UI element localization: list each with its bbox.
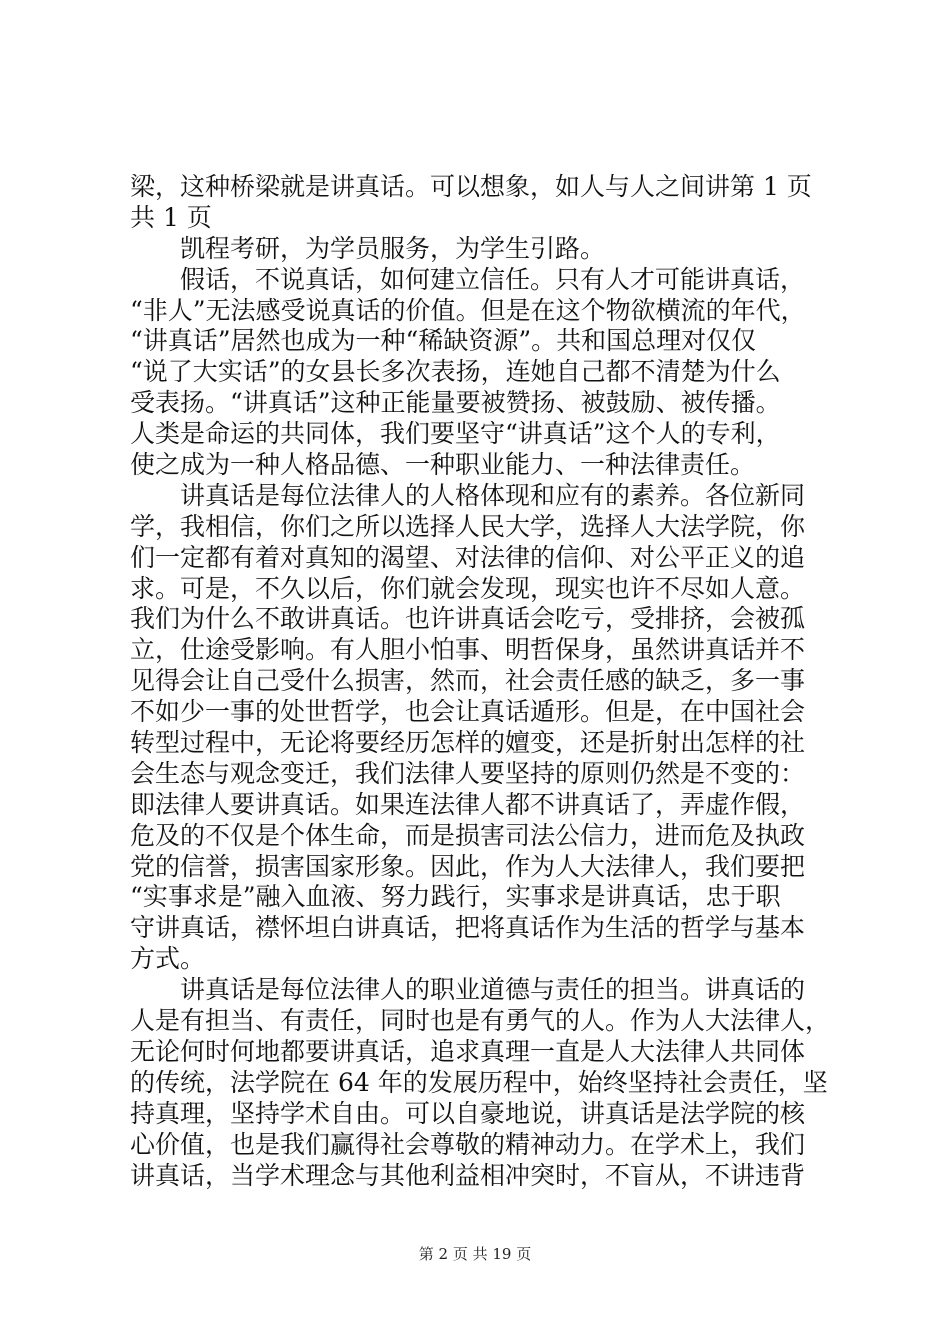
text-line: 们一定都有着对真知的渴望、对法律的信仰、对公平正义的追: [130, 542, 806, 572]
text-line: 持真理，坚持学术自由。可以自豪地说，讲真话是法学院的核: [130, 1098, 806, 1128]
text-line: 的传统，法学院在 64 年的发展历程中，始终坚持社会责任，坚: [130, 1067, 828, 1097]
text-line: 共 1 页: [130, 202, 212, 232]
text-line: 受表扬。“讲真话”这种正能量要被赞扬、被鼓励、被传播。: [130, 388, 781, 418]
text-line: 方式。: [130, 944, 206, 974]
document-body: [130, 172, 830, 1191]
paragraph-start-line: 凯程考研，为学员服务，为学生引路。: [180, 233, 606, 263]
text-line: 求。可是，不久以后，你们就会发现，现实也许不尽如人意。: [130, 573, 806, 603]
text-line: 人类是命运的共同体，我们要坚守“讲真话”这个人的专利，: [130, 419, 781, 449]
paragraph-start-line: 讲真话是每位法律人的人格体现和应有的素养。各位新同: [180, 480, 806, 510]
text-line: “非人”无法感受说真话的价值。但是在这个物欲横流的年代，: [130, 295, 806, 325]
text-line: 人是有担当、有责任，同时也是有勇气的人。作为人大法律人，: [130, 1006, 831, 1036]
text-line: 使之成为一种人格品德、一种职业能力、一种法律责任。: [130, 450, 756, 480]
text-line: 讲真话，当学术理念与其他利益相冲突时，不盲从，不讲违背: [130, 1160, 806, 1190]
text-line: “讲真话”居然也成为一种“稀缺资源”。共和国总理对仅仅: [130, 326, 757, 356]
text-line: 危及的不仅是个体生命，而是损害司法公信力，进而危及执政: [130, 820, 806, 850]
text-line: 见得会让自己受什么损害，然而，社会责任感的缺乏，多一事: [130, 666, 806, 696]
page-footer: 第 2 页 共 19 页: [418, 1245, 532, 1263]
text-line: 党的信誉，损害国家形象。因此，作为人大法律人，我们要把: [130, 851, 806, 881]
text-line: “说了大实话”的女县长多次表扬，连她自己都不清楚为什么: [130, 357, 781, 387]
text-line: 无论何时何地都要讲真话，追求真理一直是人大法律人共同体: [130, 1036, 806, 1066]
text-line: 会生态与观念变迁，我们法律人要坚持的原则仍然是不变的：: [130, 758, 806, 788]
paragraph-start-line: 讲真话是每位法律人的职业道德与责任的担当。讲真话的: [180, 975, 806, 1005]
text-line: 即法律人要讲真话。如果连法律人都不讲真话了，弄虚作假，: [130, 789, 806, 819]
text-line: 梁，这种桥梁就是讲真话。可以想象，如人与人之间讲第 1 页: [130, 172, 812, 201]
text-line: 我们为什么不敢讲真话。也许讲真话会吃亏，受排挤，会被孤: [130, 604, 806, 634]
text-line: 立，仕途受影响。有人胆小怕事、明哲保身，虽然讲真话并不: [130, 635, 806, 665]
text-line: 心价值，也是我们赢得社会尊敬的精神动力。在学术上，我们: [130, 1129, 806, 1159]
text-line: 学，我相信，你们之所以选择人民大学，选择人大法学院，你: [130, 511, 806, 541]
text-line: 不如少一事的处世哲学，也会让真话遁形。但是，在中国社会: [130, 697, 806, 727]
text-line: 转型过程中，无论将要经历怎样的嬗变，还是折射出怎样的社: [130, 728, 806, 758]
paragraph-start-line: 假话，不说真话，如何建立信任。只有人才可能讲真话，: [180, 264, 806, 294]
text-line: “实事求是”融入血液、努力践行，实事求是讲真话，忠于职: [130, 882, 781, 912]
text-line: 守讲真话，襟怀坦白讲真话，把将真话作为生活的哲学与基本: [130, 913, 806, 943]
